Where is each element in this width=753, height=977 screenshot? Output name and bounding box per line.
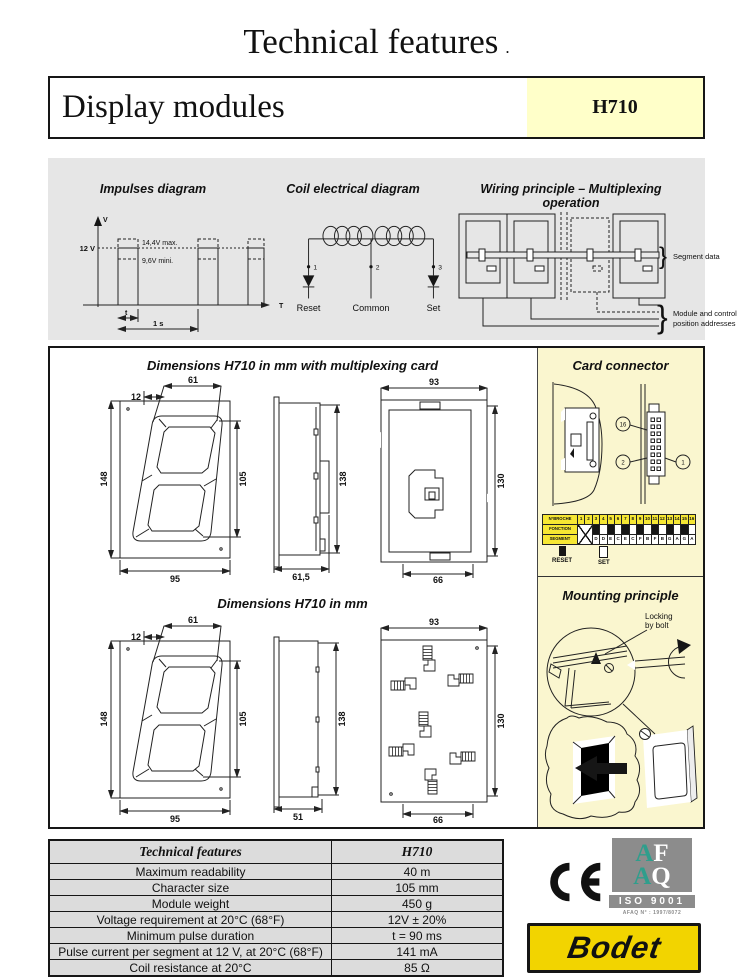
dim-105: 105 <box>238 471 248 487</box>
segment-cell: B <box>659 535 666 545</box>
segment-cell: C <box>629 535 636 545</box>
spec-label: Minimum pulse duration <box>49 928 332 944</box>
fonction-set-cell <box>614 525 621 535</box>
afaq-logo <box>609 838 695 916</box>
spec-header-row <box>49 840 503 864</box>
bodet-logo <box>527 923 701 973</box>
front-view-card <box>100 375 250 583</box>
pin-cell: 12 <box>659 515 666 525</box>
set-swatch <box>599 546 608 558</box>
coil-reset-label: Reset <box>296 302 321 313</box>
callout-1: 1 <box>681 460 685 467</box>
pin-cell: 11 <box>651 515 658 525</box>
segment-cell: C <box>614 535 621 545</box>
segment-cell: F <box>637 535 644 545</box>
pin-cell: 16 <box>688 515 695 525</box>
spec-value: 85 Ω <box>332 960 504 977</box>
pin-cell: 5 <box>607 515 614 525</box>
afaq-letter: Q <box>651 863 671 890</box>
callout-16: 16 <box>619 422 627 429</box>
pin-cell: 15 <box>681 515 688 525</box>
dim-51: 51 <box>292 812 304 822</box>
row-label-broche: N°BROCHE <box>543 515 578 525</box>
side-view-card <box>270 391 350 583</box>
mounting-principle-drawing <box>539 606 699 824</box>
pin-cell: 3 <box>592 515 599 525</box>
addresses-label-2: position addresses <box>673 319 736 328</box>
spec-value: 141 mA <box>332 944 504 960</box>
segment-cell: D <box>600 535 607 545</box>
pin-cell: 14 <box>673 515 680 525</box>
mounting-principle-title: Mounting principle <box>562 588 679 603</box>
table-row <box>49 896 503 912</box>
spec-value: 12V ± 20% <box>332 912 504 928</box>
dims-plain-title: Dimensions H710 in mm <box>217 596 368 611</box>
function-row <box>543 525 696 535</box>
spec-label: Voltage requirement at 20°C (68°F) <box>49 912 332 928</box>
dims-card-title: Dimensions H710 in mm with multiplexing card <box>146 358 439 373</box>
pin-assignment-table <box>542 514 696 545</box>
fonction-set-cell <box>644 525 651 535</box>
locking-label-2: by bolt <box>645 621 669 630</box>
pin-cell: 8 <box>629 515 636 525</box>
dim-148: 148 <box>99 471 109 487</box>
segment-cell: A <box>673 535 680 545</box>
spec-label: Maximum readability <box>49 864 332 880</box>
dim-12: 12 <box>130 632 141 642</box>
pin-cell: 6 <box>614 515 621 525</box>
segment-cell: E <box>622 535 629 545</box>
spec-label: Module weight <box>49 896 332 912</box>
model-badge: H710 <box>527 78 703 137</box>
yellow-column <box>537 348 703 827</box>
pin-cell: 10 <box>644 515 651 525</box>
bodet-wordmark: Bodet <box>564 930 664 965</box>
locking-label-1: Locking <box>645 612 673 621</box>
iso-9001-label: ISO 9001 <box>609 895 695 908</box>
spec-value: 450 g <box>332 896 504 912</box>
coil-set-label: Set <box>426 302 441 313</box>
spec-header-features: Technical features <box>49 840 332 864</box>
segment-cell: E <box>607 535 614 545</box>
wiring-diagram-title: Wiring principle – Multiplexing operation <box>480 182 662 210</box>
dimensions-panel <box>48 346 705 829</box>
table-row <box>49 928 503 944</box>
wiring-principle-diagram <box>453 204 737 336</box>
front-view-plain <box>100 615 250 823</box>
dim-61-5: 61,5 <box>292 572 310 582</box>
pulse-width-label: t <box>125 310 128 317</box>
spec-header-model: H710 <box>332 840 504 864</box>
afaq-letter: A <box>635 839 654 867</box>
coil-pin3-label: 3 <box>438 264 442 272</box>
dim-148: 148 <box>99 711 109 727</box>
row-label-fonction: FONCTION <box>543 525 578 535</box>
addresses-brace: } <box>657 299 668 335</box>
spec-value: 40 m <box>332 864 504 880</box>
segment-cell: A <box>688 535 695 545</box>
card-connector-drawing <box>543 378 698 510</box>
dim-138: 138 <box>337 711 347 727</box>
table-row <box>49 880 503 896</box>
table-row <box>49 944 503 960</box>
reset-label: RESET <box>552 558 573 564</box>
fonction-set-cell <box>629 525 636 535</box>
set-label: SET <box>598 560 610 566</box>
fonction-set-cell <box>688 525 695 535</box>
pin-cell: 1 <box>578 515 585 525</box>
fonction-set-cell <box>600 525 607 535</box>
dim-130: 130 <box>496 473 506 489</box>
dim-61: 61 <box>187 375 199 385</box>
document-title: Display modules <box>62 89 285 125</box>
page-title <box>0 22 753 62</box>
spec-value: t = 90 ms <box>332 928 504 944</box>
segment-data-brace: } <box>659 243 668 270</box>
fonction-reset-cell <box>681 525 688 535</box>
spec-label: Pulse current per segment at 12 V, at 20°C (68°F) <box>49 944 332 960</box>
segment-cell: F <box>651 535 658 545</box>
segment-cell: B <box>644 535 651 545</box>
fonction-set-cell <box>659 525 666 535</box>
table-row <box>49 912 503 928</box>
afaq-number: AFAQ N° : 1997/8072 <box>622 910 682 916</box>
back-view-card <box>373 378 505 584</box>
spec-label: Coil resistance at 20°C <box>49 960 332 977</box>
fonction-reset-cell <box>607 525 614 535</box>
dim-93: 93 <box>428 377 440 387</box>
legend-set <box>598 546 610 566</box>
impulses-diagram-title: Impulses diagram <box>99 182 207 196</box>
coil-pin2-label: 2 <box>375 264 380 272</box>
datasheet-page <box>0 18 753 977</box>
unused-pins-cell <box>578 525 593 545</box>
page-title-dot: . <box>505 38 510 57</box>
coil-common-label: Common <box>352 302 390 313</box>
dim-66: 66 <box>432 815 444 825</box>
card-connector-title: Card connector <box>572 358 669 373</box>
fonction-reset-cell <box>592 525 599 535</box>
vmax-label: 14,4V max. <box>142 240 178 247</box>
segment-data-label: Segment data <box>673 252 720 261</box>
page-title-text: Technical features <box>243 22 499 61</box>
dim-130: 130 <box>496 713 506 729</box>
afaq-letter: A <box>633 863 652 890</box>
connector-legend <box>552 546 610 566</box>
reset-swatch <box>559 546 566 556</box>
dim-95: 95 <box>169 574 181 584</box>
fonction-reset-cell <box>622 525 629 535</box>
row-label-segment: SEGMENT <box>543 535 578 545</box>
dim-93: 93 <box>428 617 440 627</box>
dim-12: 12 <box>130 392 141 402</box>
yellow-divider <box>538 576 703 577</box>
callout-2: 2 <box>621 460 625 467</box>
dim-61: 61 <box>187 615 199 625</box>
pin-cell: 4 <box>600 515 607 525</box>
v-axis-label: V <box>103 217 108 224</box>
side-view-plain <box>270 631 350 823</box>
fonction-reset-cell <box>651 525 658 535</box>
legend-reset <box>552 546 572 566</box>
fonction-reset-cell <box>637 525 644 535</box>
diagrams-panel <box>48 158 737 340</box>
spec-value: 105 mm <box>332 880 504 896</box>
segment-cell: G <box>681 535 688 545</box>
pin-number-row <box>543 515 696 525</box>
pin-cell: 2 <box>585 515 592 525</box>
spec-table <box>48 839 504 977</box>
back-view-plain <box>373 618 505 824</box>
coil-electrical-diagram <box>286 212 456 334</box>
coil-pin1-label: 1 <box>313 264 318 272</box>
afaq-letter: F <box>653 839 669 867</box>
dim-105: 105 <box>238 711 248 727</box>
addresses-label-1: Module and control <box>673 309 737 318</box>
table-row <box>49 864 503 880</box>
dim-95: 95 <box>169 814 181 824</box>
afaq-square <box>612 838 692 892</box>
table-row <box>49 960 503 977</box>
pin-cell: 13 <box>666 515 673 525</box>
segment-cell: D <box>592 535 599 545</box>
header-box <box>48 76 705 139</box>
pin-cell: 7 <box>622 515 629 525</box>
segment-row <box>543 535 696 545</box>
impulses-diagram <box>63 210 293 335</box>
coil-diagram-title: Coil electrical diagram <box>286 182 420 196</box>
dim-138: 138 <box>338 471 348 487</box>
level-12v-label: 12 V <box>79 244 95 253</box>
fonction-reset-cell <box>666 525 673 535</box>
dim-66: 66 <box>432 575 444 585</box>
t-axis-label: T <box>279 303 284 310</box>
pin-cell: 9 <box>637 515 644 525</box>
ce-mark-icon <box>545 859 603 905</box>
vmin-label: 9,6V mini. <box>142 258 174 265</box>
spec-label: Character size <box>49 880 332 896</box>
segment-cell: G <box>666 535 673 545</box>
fonction-set-cell <box>673 525 680 535</box>
period-label: 1 s <box>153 319 164 328</box>
